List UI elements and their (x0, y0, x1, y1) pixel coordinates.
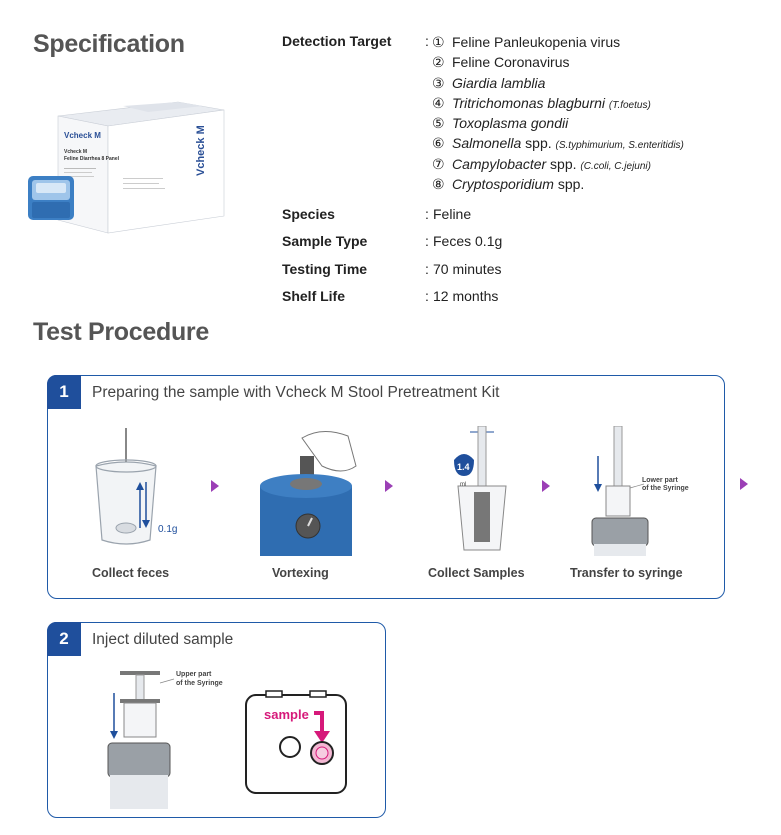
upper-syringe-label-1: Upper part (176, 671, 212, 678)
test-procedure-heading: Test Procedure (33, 318, 209, 346)
spec-colon: : (425, 233, 429, 249)
detection-target-item (432, 52, 684, 72)
cartridge-illustration (244, 689, 348, 804)
caption-collect-samples: Collect Samples (428, 566, 525, 580)
step-1-number: 1 (47, 375, 81, 409)
target-name: Toxoplasma gondii (452, 115, 569, 132)
inject-syringe-illustration (104, 663, 234, 818)
detection-target-label: Detection Target (282, 33, 392, 49)
target-number: ⑦ (432, 155, 445, 172)
upper-syringe-label-2: of the Syringe (176, 680, 223, 687)
spec-label-species: Species (282, 206, 335, 222)
spec-label-shelf-life: Shelf Life (282, 288, 346, 304)
target-number: ③ (432, 74, 445, 91)
detection-target-item (432, 133, 684, 153)
detection-target-item (432, 113, 684, 133)
step-arrow-4 (740, 478, 748, 490)
step-2-number: 2 (47, 622, 81, 656)
spec-label-testing-time: Testing Time (282, 261, 368, 277)
target-suffix: spp. (553, 176, 585, 193)
transfer-syringe-illustration (584, 426, 694, 561)
target-number: ① (432, 34, 445, 50)
target-name: Feline Coronavirus (452, 54, 570, 71)
target-name: Feline Panleukopenia virus (452, 34, 621, 50)
target-name: Cryptosporidium (452, 176, 554, 193)
target-note: (T.foetus) (608, 99, 651, 111)
target-number: ④ (432, 94, 445, 111)
target-number: ② (432, 54, 445, 71)
caption-transfer-to-syringe: Transfer to syringe (570, 566, 683, 580)
spec-value-testing-time: 70 minutes (433, 261, 502, 277)
target-number: ⑥ (432, 135, 445, 152)
detection-target-item (432, 93, 684, 113)
target-suffix: spp. (546, 155, 577, 172)
target-name: Tritrichomonas blagburni (452, 94, 606, 111)
amount-label: 0.1g (158, 524, 178, 535)
spec-colon: : (425, 261, 429, 277)
specification-heading: Specification (33, 30, 185, 58)
collect-feces-illustration (88, 428, 198, 563)
caption-collect-feces: Collect feces (92, 566, 170, 580)
target-name: Salmonella (452, 135, 522, 152)
spec-label-sample-type: Sample Type (282, 233, 368, 249)
spec-value-shelf-life: 12 months (433, 288, 499, 304)
detection-target-colon: : (425, 33, 429, 49)
step-arrow-3 (542, 480, 550, 492)
product-name-line2: Feline Diarrhea 8 Panel (64, 156, 120, 162)
target-name: Giardia lamblia (452, 74, 546, 91)
detection-target-item (432, 174, 684, 194)
step-1-title: Preparing the sample with Vcheck M Stool Pretreatment Kit (92, 384, 500, 401)
detection-target-item (432, 154, 684, 174)
spec-value-species: Feline (433, 206, 472, 222)
target-note: (C.coli, C.jejuni) (580, 160, 651, 172)
spec-value-sample-type: Feces 0.1g (433, 233, 503, 249)
target-number: ⑧ (432, 176, 445, 193)
target-name: Campylobacter (452, 155, 547, 172)
step-2-title: Inject diluted sample (92, 631, 234, 648)
product-box-image (28, 98, 228, 238)
detection-target-list (432, 32, 684, 194)
product-front-brand: Vcheck M (64, 131, 101, 140)
detection-target-item (432, 73, 684, 93)
spec-colon: : (425, 288, 429, 304)
lower-syringe-label-2: of the Syringe (642, 485, 689, 492)
step-1-panel (47, 375, 725, 599)
caption-vortexing: Vortexing (272, 566, 329, 580)
detection-target-item (432, 32, 684, 52)
product-side-brand: Vcheck M (195, 125, 207, 176)
step-arrow-1 (211, 480, 219, 492)
collect-samples-illustration (440, 426, 540, 561)
target-note: (S.typhimurium, S.enteritidis) (555, 140, 684, 152)
volume-value: 1.4 (457, 462, 470, 472)
step-2-panel (47, 622, 386, 818)
product-name-line1: Vcheck M (64, 149, 88, 155)
step-arrow-2 (385, 480, 393, 492)
volume-unit: ml (460, 482, 467, 488)
lower-syringe-label-1: Lower part (642, 477, 678, 484)
sample-label: sample (264, 707, 309, 722)
vortexing-illustration (252, 426, 362, 561)
target-suffix: spp. (521, 135, 552, 152)
spec-colon: : (425, 206, 429, 222)
target-number: ⑤ (432, 115, 445, 132)
